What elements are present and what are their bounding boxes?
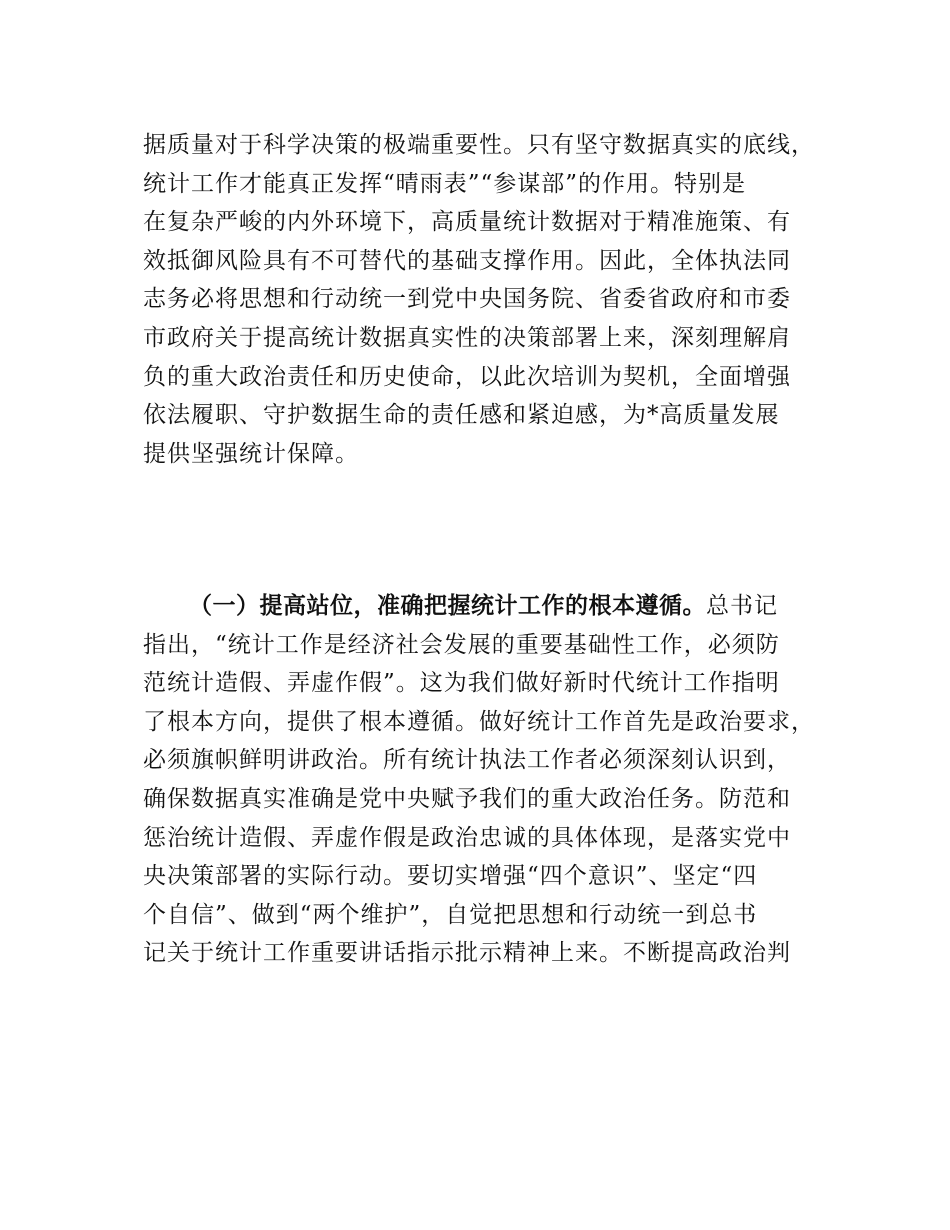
text-line: 确保数据真实准确是党中央赋予我们的重大政治任务。防范和 — [143, 785, 791, 812]
paragraph-continuation — [143, 126, 843, 473]
text-line: 必须旗帜鲜明讲政治。所有统计执法工作者必须深刻认识到， — [143, 747, 791, 774]
section-first-line-text: 总书记 — [706, 593, 778, 619]
text-line: 效抵御风险具有不可替代的基础支撑作用。因此，全体执法同 — [143, 247, 791, 274]
text-line: 据质量对于科学决策的极端重要性。只有坚守数据真实的底线， — [143, 132, 815, 158]
text-line: 惩治统计造假、弄虚作假是政治忠诚的具体体现，是落实党中 — [143, 824, 791, 851]
text-line: 个自信”、做到“两个维护”，自觉把思想和行动统一到总书 — [143, 901, 758, 928]
text-line: 依法履职、守护数据生命的责任感和紧迫感，为*高质量发展 — [143, 402, 780, 429]
section-paragraph — [143, 587, 843, 973]
section-heading: （一）提高站位，准确把握统计工作的根本遵循。 — [189, 593, 706, 619]
section-first-line — [143, 587, 843, 626]
text-line: 记关于统计工作重要讲话指示批示精神上来。不断提高政治判 — [143, 940, 791, 967]
text-line: 统计工作才能真正发挥“晴雨表”“参谋部”的作用。特别是 — [143, 170, 747, 197]
text-line: 负的重大政治责任和历史使命，以此次培训为契机，全面增强 — [143, 363, 791, 390]
text-line: 指出，“统计工作是经济社会发展的重要基础性工作，必须防 — [143, 631, 780, 658]
text-line: 在复杂严峻的内外环境下，高质量统计数据对于精准施策、有 — [143, 209, 791, 236]
text-line: 范统计造假、弄虚作假”。这为我们做好新时代统计工作指明 — [143, 670, 780, 697]
text-line: 市政府关于提高统计数据真实性的决策部署上来，深刻理解肩 — [143, 324, 791, 351]
text-line: 央决策部署的实际行动。要切实增强“四个意识”、坚定“四 — [143, 863, 758, 890]
text-line: 提供坚强统计保障。 — [143, 440, 359, 467]
text-line: 志务必将思想和行动统一到党中央国务院、省委省政府和市委 — [143, 286, 791, 313]
text-line: 了根本方向，提供了根本遵循。做好统计工作首先是政治要求， — [143, 708, 815, 735]
